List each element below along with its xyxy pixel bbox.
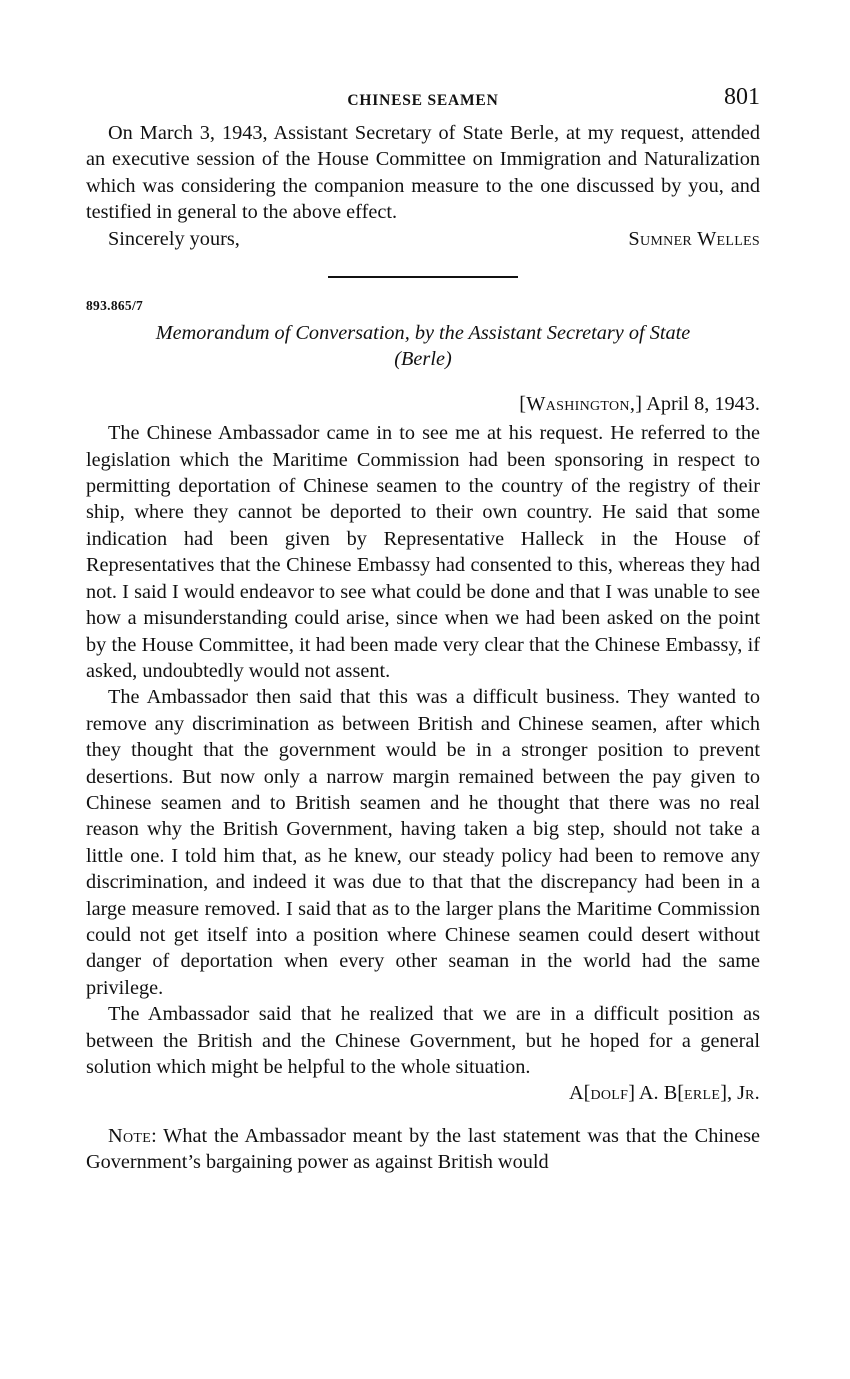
dateline (86, 391, 760, 417)
memo-title (86, 320, 760, 373)
dateline-place: [Washington,] (519, 392, 643, 415)
note-text: : What the Ambassador meant by the last statement was that the Chinese Government’s bargaining power as against British would (86, 1124, 760, 1174)
page-number: 801 (724, 84, 760, 110)
signature-part: A[ (569, 1082, 591, 1105)
section-divider (328, 276, 518, 278)
signature-part: ], J (720, 1082, 745, 1105)
document-page (86, 80, 760, 1176)
letter-signature: Sumner Welles (628, 227, 760, 250)
memo-paragraph: The Ambassador then said that this was a difficult business. They wanted to remove any discrimination as between British and Chinese seamen, after which they thought that the government would be in a stronger position to prevent desertions. But now only a narrow margin remained between the pay given to Chinese seamen and to British seamen and he thought that there was no real reason why the British Government, having taken a big step, should not take a little one. I told him that, as he knew, our steady policy had been to remove any discrimination, and indeed it was due to that that the discrepancy had been in a large measure removed. I said that as to the larger plans the Maritime Commission could not get itself into a position where Chinese seamen could desert without danger of deportation when every other seaman in the world had the same privilege. (86, 686, 760, 999)
dateline-date: April 8, 1943. (646, 392, 760, 415)
running-head: CHINESE SEAMEN (347, 92, 499, 109)
note-paragraph (86, 1123, 760, 1176)
memo-signature (86, 1080, 760, 1106)
letter-closing (86, 226, 760, 252)
signature-part: erle (683, 1082, 721, 1105)
file-number: 893.865/7 (86, 298, 144, 314)
page-header (86, 80, 760, 120)
letter-paragraph: On March 3, 1943, Assistant Secretary of State Berle, at my request, attended an executive session of the House Committee on Immigration and Naturalization which was considering the companion measure to the one discussed by you, and testified in general to the above effect. (86, 122, 760, 224)
signature-part: r. (744, 1082, 760, 1105)
memo-paragraph: The Chinese Ambassador came in to see me at his request. He referred to the legislation which the Maritime Commission had been sponsoring in respect to permitting deportation of Chinese seamen to the country of the registry of their ship, where they cannot be deported to their own country. He said that some indication had been given by Representative Halleck in the House of Representatives that the Chinese Embassy had consented to this, whereas they had not. I said I would endeavor to see what could be done and that I was unable to see how a misunderstanding could arise, since when we had been asked on the point by the House Committee, it had been made very clear that the Chinese Embassy, if asked, undoubtedly would not assent. (86, 422, 760, 682)
note-label: Note (108, 1124, 152, 1147)
complimentary-close: Sincerely yours, (108, 227, 240, 250)
signature-part: ] A. B[ (628, 1082, 684, 1105)
memo-paragraph: The Ambassador said that he realized that we are in a difficult position as between the British and the Chinese Government, but he hoped for a general solution which might be helpful to the whole situation. (86, 1003, 760, 1078)
signature-part: dolf (590, 1082, 629, 1105)
memo-title-author: (Berle) (394, 348, 452, 371)
memo-title-line: Memorandum of Conversation, by the Assistant Secretary of State (155, 322, 691, 345)
